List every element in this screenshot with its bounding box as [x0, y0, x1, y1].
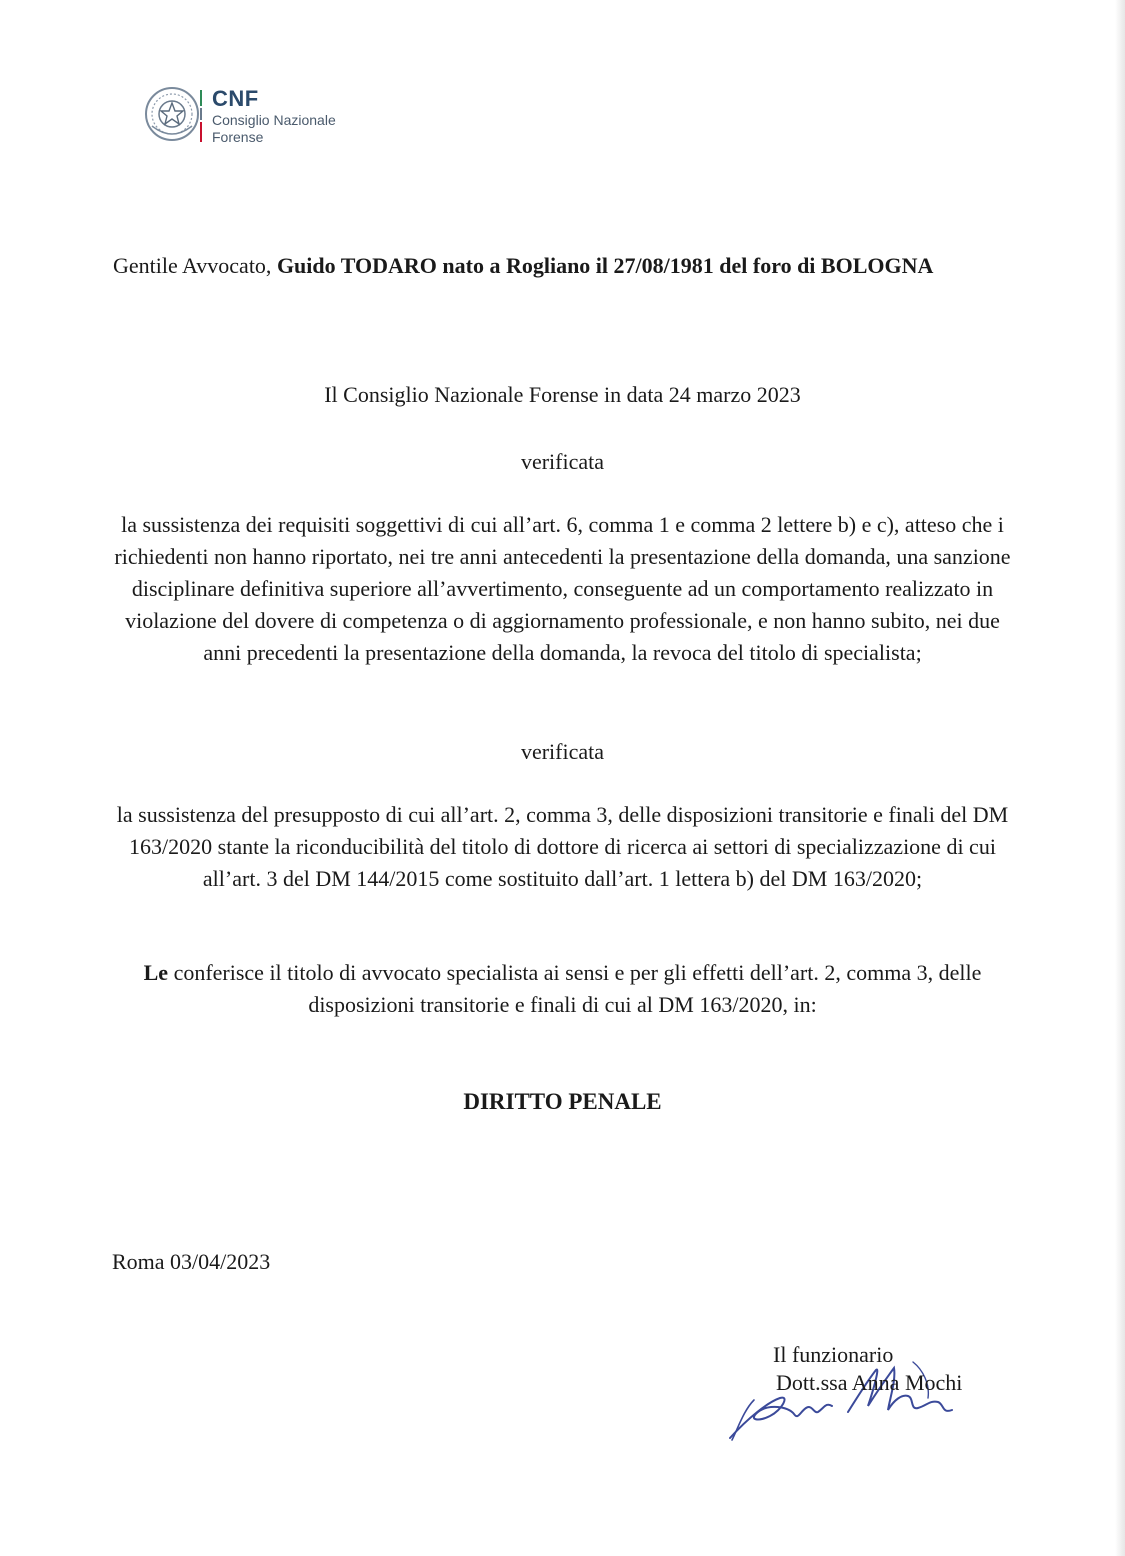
conferral-paragraph: [110, 957, 1015, 1021]
requirements-paragraph: la sussistenza dei requisiti soggettivi di cui all’art. 6, comma 1 e comma 2 lettere b) e c), atteso che i richiedenti non hanno riportato, nei tre anni antecedenti la presentazione della domanda, una sanzione disciplinare definitiva superiore all’avvertimento, conseguente ad un comportamento realizzato in violazione del dovere di competenza o di aggiornamento professionale, e non hanno subito, nei due anni precedenti la presentazione della domanda, la revoca del titolo di specialista;: [114, 512, 1011, 665]
official-title: Il funzionario: [773, 1342, 894, 1367]
recipient: Guido TODARO nato a Rogliano il 27/08/1981 del foro di BOLOGNA: [276, 253, 934, 278]
place-date: Roma 03/04/2023: [112, 1249, 271, 1274]
official-name: Dott.ssa Anna Mochi: [776, 1370, 963, 1395]
conferral-lead: Le: [143, 960, 169, 985]
conferral-text: conferisce il titolo di avvocato specialista ai sensi e per gli effetti dell’art. 2, comma 3, delle disposizioni transitorie e finali di cui al DM 163/2020, in:: [168, 960, 982, 1017]
council-date-line: Il Consiglio Nazionale Forense in data 24 marzo 2023: [324, 382, 801, 407]
logo-name-line2: Forense: [212, 129, 264, 145]
logo-text: [200, 86, 370, 146]
logo-bar-gray: [200, 108, 202, 120]
logo-bar-red: [200, 122, 202, 142]
logo-abbreviation: CNF: [212, 86, 259, 111]
italian-emblem-icon: [144, 86, 200, 142]
logo-bar-green: [200, 90, 202, 106]
prerequisite-paragraph: la sussistenza del presupposto di cui all’art. 2, comma 3, delle disposizioni transitorie e finali del DM 163/2020 stante la riconducibilità del titolo di dottore di ricerca ai settori di specializzazione di cui all’art. 3 del DM 144/2015 come sostituito dall’art. 1 lettera b) del DM 163/2020;: [116, 802, 1009, 891]
verificata-heading-2: verificata: [520, 739, 605, 764]
specialization-title: DIRITTO PENALE: [463, 1089, 662, 1114]
logo-name-line1: Consiglio Nazionale: [212, 112, 336, 128]
cnf-logo: [144, 86, 364, 148]
greeting: [113, 250, 993, 282]
greeting-prefix: Gentile Avvocato,: [113, 253, 277, 278]
page-edge-shadow: [1115, 0, 1125, 1556]
verificata-heading-1: verificata: [520, 449, 605, 474]
